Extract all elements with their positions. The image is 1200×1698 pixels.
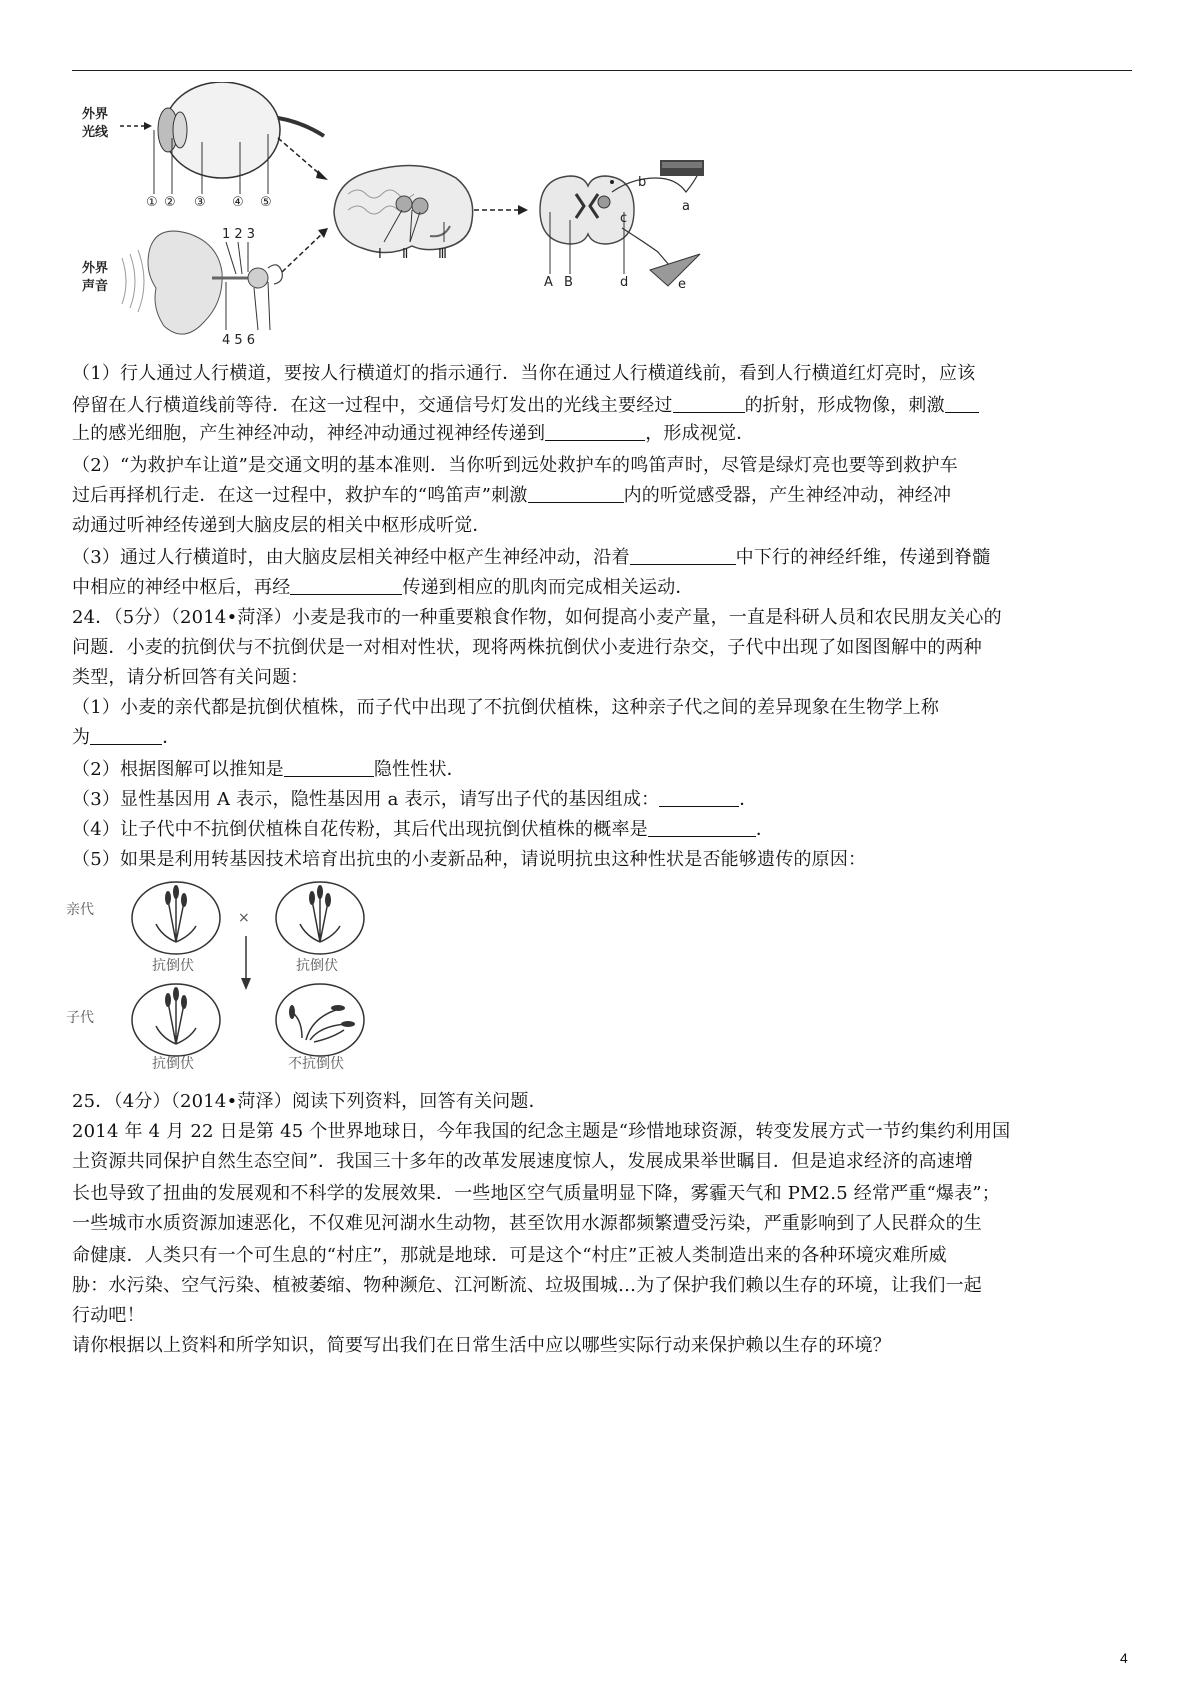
q24-sub1-line1: （1）小麦的亲代都是抗倒伏植株，而子代中出现了不抗倒伏植株，这种亲子代之间的差异现象在生物学上称 <box>72 697 940 718</box>
q25-intro: 25．（4分）（2014•菏泽）阅读下列资料，回答有关问题． <box>72 1091 547 1112</box>
answer-blank-8[interactable] <box>284 760 374 777</box>
q23-part2-line2: 过后再择机行走．在这一过程中，救护车的“鸣笛声”刺激 内的听觉感受器，产生神经冲动，神经冲 <box>72 485 952 506</box>
q25-material-line6: 胁：水污染、空气污染、植被萎缩、物种濒危、江河断流、垃圾围城…为了保护我们赖以生存的环境，让我们一起 <box>72 1275 982 1296</box>
eye-input-label: 外界 <box>82 107 109 122</box>
q24-intro-line3: 类型，请分析回答有关问题： <box>72 667 309 688</box>
wheat-cross-diagram <box>66 880 406 1070</box>
q24-intro-line1: 24．（5分）（2014•菏泽）小麦是我市的一种重要粮食作物，如何提高小麦产量，一直是科研人员和农民朋友关心的 <box>72 607 1002 628</box>
brain-icon <box>334 166 473 253</box>
q24-sub2: （2）根据图解可以推知是 隐性性状． <box>72 759 465 780</box>
answer-blank-1[interactable] <box>673 396 745 413</box>
q25-material-line7: 行动吧！ <box>72 1305 145 1326</box>
child-row-label: 子代 <box>66 1010 94 1026</box>
answer-blank-2[interactable] <box>945 396 979 413</box>
answer-blank-7[interactable] <box>90 728 162 745</box>
eye-number-1: ① <box>146 195 158 210</box>
eye-number-5: ⑤ <box>260 195 272 210</box>
q23-part1-line1: （1）行人通过人行横道，要按人行横道灯的指示通行．当你在通过人行横道线前，看到人行横道红灯亮时，应该 <box>72 363 976 384</box>
child2-caption: 不抗倒伏 <box>288 1056 344 1070</box>
reflex-label-B: B <box>564 275 573 290</box>
eye-number-2: ② <box>164 195 176 210</box>
q25-material-line3: 长也导致了扭曲的发展观和不科学的发展效果．一些地区空气质量明显下降，雾霾天气和 PM2.5 经常严重“爆表”； <box>72 1183 1001 1204</box>
q24-sub3: （3）显性基因用 A 表示，隐性基因用 a 表示，请写出子代的基因组成： ． <box>72 789 758 810</box>
q24-sub4: （4）让子代中不抗倒伏植株自花传粉，其后代出现抗倒伏植株的概率是 ． <box>72 819 775 840</box>
q24-intro-line2: 问题．小麦的抗倒伏与不抗倒伏是一对相对性状，现将两株抗倒伏小麦进行杂交，子代中出现了如图图解中的两种 <box>72 637 982 658</box>
cross-symbol: × <box>238 910 250 926</box>
q23-part1-line3: 上的感光细胞，产生神经冲动，神经冲动通过视神经传递到 ，形成视觉． <box>72 423 755 444</box>
q25-material-line4: 一些城市水质资源加速恶化，不仅难见河湖水生动物，甚至饮用水源都频繁遭受污染，严重影响到了人民群众的生 <box>72 1213 982 1234</box>
reflex-label-c: c <box>620 211 628 226</box>
child1-caption: 抗倒伏 <box>152 1056 194 1070</box>
svg-text:声音: 声音 <box>82 279 109 294</box>
eye-number-4: ④ <box>232 195 244 210</box>
reflex-label-b: b <box>638 175 647 190</box>
eye-icon <box>152 82 324 182</box>
parent-row-label: 亲代 <box>66 902 94 918</box>
q25-material-line2: 土资源共同保护自然生态空间”．我国三十多年的改革发展速度惊人，发展成果举世瞩目．但是追求经济的高速增 <box>72 1151 974 1172</box>
answer-blank-9[interactable] <box>659 790 739 807</box>
ear-numbers-top: 1 2 3 <box>222 227 256 242</box>
q25-question: 请你根据以上资料和所学知识，简要写出我们在日常生活中应以哪些实际行动来保护赖以生存的环境？ <box>72 1335 891 1356</box>
q23-part2-line3: 动通过听神经传递到大脑皮层的相关中枢形成听觉． <box>72 515 491 536</box>
brain-label-1: Ⅰ <box>378 247 382 262</box>
svg-text:光线: 光线 <box>82 125 109 140</box>
nervous-system-diagram <box>72 82 752 364</box>
q23-part2-line1: （2）“为救护车让道”是交通文明的基本准则．当你听到远处救护车的鸣笛声时，尽管是绿灯亮也要等到救护车 <box>72 455 958 476</box>
parent2-caption: 抗倒伏 <box>296 958 338 974</box>
q23-part3-line2: 中相应的神经中枢后，再经 传递到相应的肌肉而完成相关运动． <box>72 577 694 598</box>
q25-material-line5: 命健康．人类只有一个可生息的“村庄”，那就是地球．可是这个“村庄”正被人类制造出来的各种环境灾难所威 <box>72 1245 947 1266</box>
parent1-caption: 抗倒伏 <box>152 958 194 974</box>
answer-blank-5[interactable] <box>630 548 736 565</box>
q23-part3-line1: （3）通过人行横道时，由大脑皮层相关神经中枢产生神经冲动，沿着 中下行的神经纤维，传递到脊髓 <box>72 547 991 568</box>
q24-sub1-line2: 为 ． <box>72 727 181 748</box>
answer-blank-10[interactable] <box>648 820 756 837</box>
brain-label-3: Ⅲ <box>438 247 447 262</box>
answer-blank-4[interactable] <box>528 486 624 503</box>
spinal-cord-icon <box>540 176 634 244</box>
eye-number-3: ③ <box>194 195 206 210</box>
q24-sub5: （5）如果是利用转基因技术培育出抗虫的小麦新品种，请说明抗虫这种性状是否能够遗传的原因： <box>72 849 867 870</box>
ear-icon <box>148 231 282 334</box>
answer-blank-6[interactable] <box>290 578 402 595</box>
q23-part1-line2: 停留在人行横道线前等待．在这一过程中，交通信号灯发出的光线主要经过 的折射，形成物像，刺激 <box>72 396 979 416</box>
q25-material-line1: 2014 年 4 月 22 日是第 45 个世界地球日，今年我国的纪念主题是“珍惜地球资源，转变发展方式一节约集约利用国 <box>72 1121 1011 1142</box>
header-rule <box>72 70 1132 71</box>
reflex-label-A: A <box>544 275 553 290</box>
reflex-label-a: a <box>682 199 690 214</box>
reflex-label-d: d <box>620 275 629 290</box>
answer-blank-3[interactable] <box>545 424 645 441</box>
ear-input-label: 外界 <box>82 261 109 276</box>
brain-label-2: Ⅱ <box>402 247 409 262</box>
reflex-label-e: e <box>678 277 686 292</box>
ear-numbers-bottom: 4 5 6 <box>222 333 256 348</box>
effector-icon <box>650 254 700 286</box>
light-source-icon <box>660 160 704 176</box>
page-number: 4 <box>1120 1650 1128 1666</box>
